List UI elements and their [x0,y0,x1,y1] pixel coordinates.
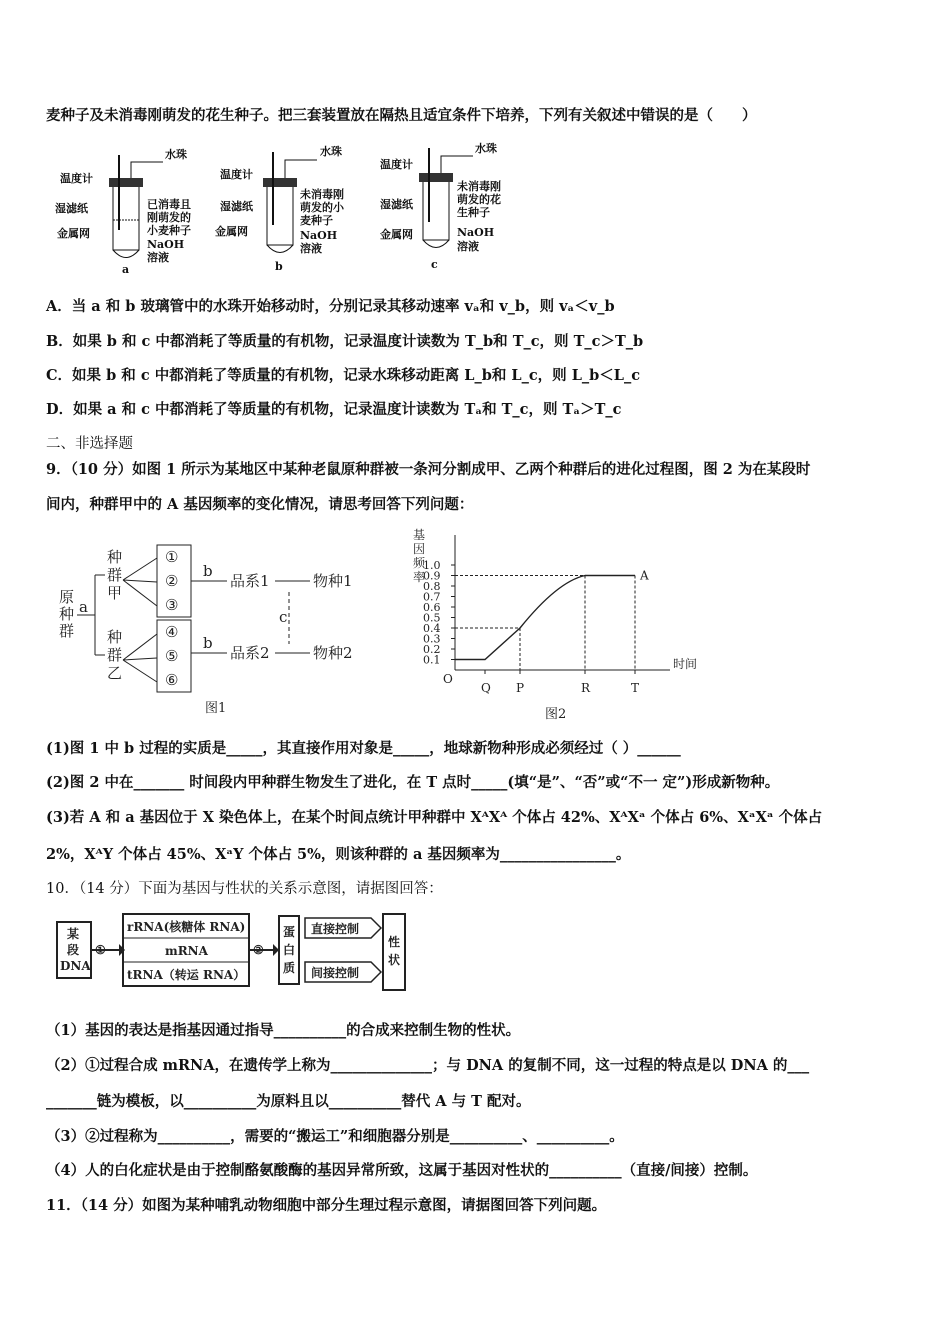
num-1: ① [165,548,179,566]
y-tick-label-0.2: 0.2 [423,643,441,656]
q11-stem: 11．（14 分）如图为某种哺乳动物细胞中部分生理过程示意图，请据图回答下列问题。 [46,1197,607,1214]
q9-sub2: (2)图 2 中在_______ 时间段内甲种群生物发生了进化，在 T 点时_____(填“是”、“否”或“不一 定”)形成新物种。 [46,774,780,791]
q9-stem-1: 9．（10 分）如图 1 所示为某地区中某种老鼠原种群被一条河分割成甲、乙两个种群后的进化过程图，图 2 为在某段时 [46,461,811,478]
num-5: ⑤ [165,647,179,665]
step-1: ① [95,943,106,957]
rrna: rRNA(核糖体 RNA) [127,920,246,934]
naoh-c: NaOH [457,226,495,239]
y-tick-label-0.5: 0.5 [423,611,441,625]
q10-sub1: （1）基因的表达是指基因通过指导__________的合成来控制生物的性状。 [46,1022,521,1039]
label-water-bead-b: 水珠 [320,145,342,158]
strain-2: 品系2 [230,644,270,662]
ylabel-char-1: 基 [413,528,426,542]
group-a-char-2: 群 [107,566,123,584]
num-2: ② [165,572,179,590]
group-b-char-2: 群 [107,646,123,664]
y-tick-label-0.6: 0.6 [423,601,441,614]
y-tick-label-0.9: 0.9 [423,569,441,583]
strain-1: 品系1 [230,572,270,590]
trait-1: 性 [388,935,401,949]
x-axis-label: 时间 [673,657,698,671]
label-wet-paper-a: 湿滤纸 [55,202,88,215]
apparatus-b [215,144,345,273]
trait-2: 状 [388,953,401,967]
label-b-1: b [203,562,213,580]
series-a-line [455,576,635,660]
q8-option-a: A．当 a 和 b 玻璃管中的水珠开始移动时，分别记录其移动速率 vₐ和 v_b，则 vₐ＜v_b [46,298,615,315]
num-4: ④ [165,623,179,641]
q8-stem: 麦种子及未消毒刚萌发的花生种子。把三套装置放在隔热且适宜条件下培养，下列有关叙述中错误的是（ ） [46,107,757,124]
q8-option-d: D．如果 a 和 c 中都消耗了等质量的有机物，记录温度计读数为 Tₐ和 T_c，则 Tₐ＞T_c [46,401,622,418]
seed-a-1: 已消毒且 [147,198,191,211]
y-tick-label-0.8: 0.8 [423,580,441,593]
protein-1: 蛋 [283,925,296,939]
species-2: 物种2 [313,644,353,662]
solution-a: 溶液 [147,251,169,264]
ylabel-char-3: 频 [413,556,426,570]
label-thermometer-c: 温度计 [380,158,413,171]
mrna: mRNA [165,944,208,958]
label-b-2: b [203,634,213,652]
seed-c-2: 萌发的花 [457,193,501,206]
protein-3: 质 [283,961,296,975]
group-b-char-3: 乙 [107,664,123,682]
x-tick-label-T: T [631,681,640,695]
group-a-char-3: 甲 [107,584,123,602]
direct-control: 直接控制 [311,922,360,936]
fig2-caption: 图2 [545,707,567,722]
gene-frequency-chart [405,525,715,725]
solution-b: 溶液 [300,242,322,255]
section-heading: 二、非选择题 [46,436,133,452]
q8-option-b: B．如果 b 和 c 中都消耗了等质量的有机物，记录温度计读数为 T_b和 T_c，则 T_c＞T_b [46,333,644,350]
step-2: ② [253,943,264,957]
origin-label: O [443,672,453,686]
dna-3: DNA [60,959,91,973]
y-tick-label-0.7: 0.7 [423,590,441,604]
naoh-b: NaOH [300,229,338,242]
trna: tRNA（转运 RNA） [127,968,246,982]
group-b-char-1: 种 [107,628,123,646]
y-tick-label-0.4: 0.4 [423,622,441,635]
label-water-bead-c: 水珠 [475,142,497,155]
species-1: 物种1 [313,572,353,590]
group-a-char-1: 种 [107,548,123,566]
tag-c: c [431,258,438,271]
label-c: c [279,608,288,626]
solution-c: 溶液 [457,240,479,253]
gene-trait-diagram [55,910,415,992]
q10-sub4: （4）人的白化症状是由于控制酪氨酸酶的基因异常所致，这属于基因对性状的__________（直接/间接）控制。 [46,1162,758,1179]
q10-sub2b: _______链为模板，以__________为原料且以__________替代 A 与 T 配对。 [46,1093,531,1110]
seed-b-1: 未消毒刚 [300,188,344,201]
origin-char-3: 群 [59,622,75,640]
label-mesh-a: 金属网 [57,227,90,240]
q9-stem-2: 间内，种群甲中的 A 基因频率的变化情况，请思考回答下列问题： [46,496,474,513]
seed-a-3: 小麦种子 [147,224,191,237]
x-tick-label-P: P [516,681,525,695]
q9-sub1: (1)图 1 中 b 过程的实质是_____，其直接作用对象是_____，地球新物种形成必须经过（ ）______ [46,740,681,757]
y-tick-label-1.0: 1.0 [423,559,441,572]
series-a-label: A [640,568,649,583]
seed-c-1: 未消毒刚 [457,180,501,193]
seed-b-2: 萌发的小 [300,201,344,214]
x-tick-label-Q: Q [481,681,491,695]
naoh-a: NaOH [147,238,185,251]
label-thermometer-b: 温度计 [220,168,253,181]
dna-2: 段 [67,943,80,957]
label-mesh-c: 金属网 [380,228,413,241]
q10-stem: 10．（14 分）下面为基因与性状的关系示意图，请据图回答： [46,881,443,897]
apparatus-figure [55,140,525,275]
label-water-bead-a: 水珠 [165,148,187,161]
label-mesh-b: 金属网 [215,225,248,238]
apparatus-c [380,141,501,271]
seed-b-3: 麦种子 [300,214,333,227]
num-6: ⑥ [165,671,179,689]
q8-option-c: C．如果 b 和 c 中都消耗了等质量的有机物，记录水珠移动距离 L_b和 L_c，则 L_b＜L_c [46,367,641,384]
q10-sub2a: （2）①过程合成 mRNA，在遗传学上称为______________；与 DNA 的复制不同，这一过程的特点是以 DNA 的___ [46,1057,810,1074]
y-tick-label-0.1: 0.1 [423,653,441,667]
indirect-control: 间接控制 [311,966,360,980]
seed-a-2: 刚萌发的 [147,211,191,224]
dna-1: 某 [67,927,80,941]
tag-b: b [275,260,283,273]
fig1-caption: 图1 [205,701,227,716]
apparatus-a [55,147,191,275]
label-wet-paper-b: 湿滤纸 [220,200,253,213]
q9-sub3b: 2%，XᴬY 个体占 45%、XᵃY 个体占 5%，则该种群的 a 基因频率为________________。 [46,846,631,863]
x-tick-label-R: R [581,681,591,695]
ylabel-char-4: 率 [413,570,426,584]
ylabel-char-2: 因 [413,542,426,556]
evolution-figure-1 [55,540,375,720]
tag-a: a [122,263,130,275]
protein-2: 白 [283,943,296,957]
seed-c-3: 生种子 [457,206,490,219]
label-wet-paper-c: 湿滤纸 [380,198,413,211]
label-thermometer-a: 温度计 [60,172,93,185]
label-a: a [79,598,88,616]
q10-sub3: （3）②过程称为__________，需要的“搬运工”和细胞器分别是__________、__________。 [46,1128,624,1145]
y-tick-label-0.3: 0.3 [423,632,441,646]
q9-sub3a: (3)若 A 和 a 基因位于 X 染色体上，在某个时间点统计甲种群中 XᴬXᴬ 个体占 42%、XᴬXᵃ 个体占 6%、XᵃXᵃ 个体占 [46,809,823,826]
origin-char-2: 种 [59,605,75,623]
origin-char-1: 原 [59,588,75,606]
num-3: ③ [165,596,179,614]
